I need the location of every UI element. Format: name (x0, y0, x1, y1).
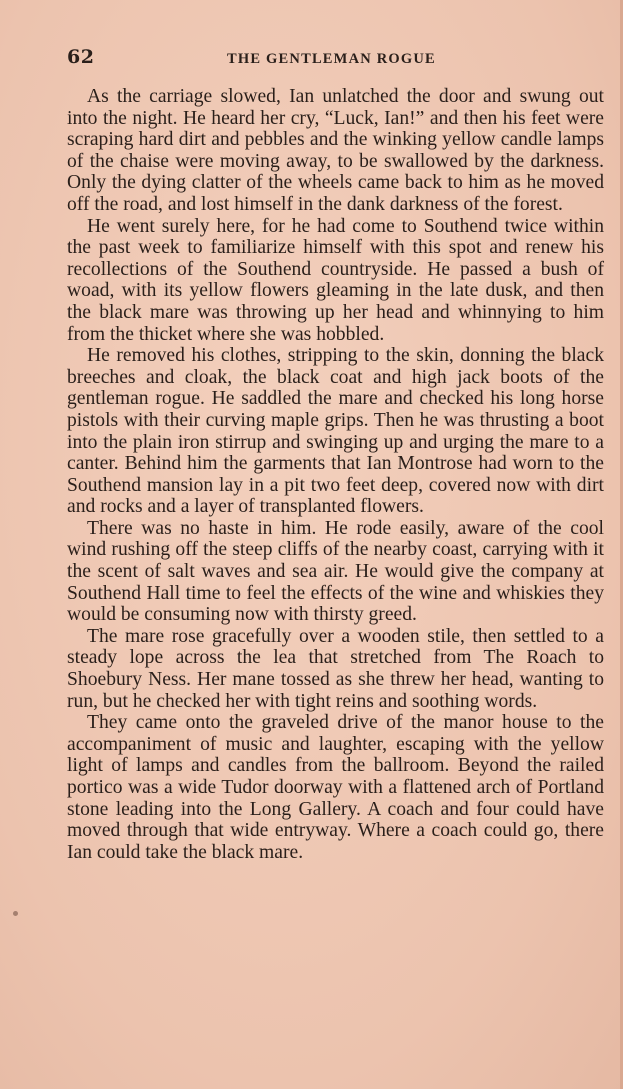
paragraph-6: They came onto the graveled drive of the manor house to the accompaniment of music and laughter, escaping with the yellow light of lamps and candles from the ballroom. Beyond the railed portico was a wide Tudor doorway with a flattened arch of Portland stone leading into the Long Gallery. A coach and four could have moved through that wide entryway. Where a coach could go, there Ian could take the black mare. (67, 712, 604, 863)
paragraph-5: The mare rose gracefully over a wooden stile, then settled to a steady lope across the lea that stretched from The Roach to Shoebury Ness. Her mane tossed as she threw her head, wanting to run, but he checked her with tight reins and soothing words. (67, 625, 604, 712)
paragraph-4: There was no haste in him. He rode easily, aware of the cool wind rushing off the steep cliffs of the nearby coast, carrying with it the scent of salt waves and sea air. He would give the company at Southend Hall time to feel the effects of the wine and whiskies they would be consuming now with thirsty greed. (67, 517, 604, 626)
paragraph-2: He went surely here, for he had come to Southend twice within the past week to familiarize himself with this spot and renew his recollections of the Southend countryside. He passed a bush of woad, with its yellow flowers gleaming in the late dusk, and then the black mare was throwing up her head and whinnying to him from the thicket where she was hobbled. (67, 215, 604, 345)
margin-speck (13, 911, 18, 916)
running-title: THE GENTLEMAN ROGUE (227, 51, 436, 67)
paragraph-1: As the carriage slowed, Ian unlatched the door and swung out into the night. He heard her cry, “Luck, Ian!” and then his feet were scraping hard dirt and pebbles and the winking yellow candle lamps of the chaise were moving away, to be swallowed by the darkness. Only the dying clatter of the wheels came back to him as he moved off the road, and lost himself in the dank darkness of the forest. (67, 86, 604, 215)
running-head (67, 46, 602, 72)
paragraph-3: He removed his clothes, stripping to the skin, donning the black breeches and cloak, the black coat and high jack boots of the gentleman rogue. He saddled the mare and checked his long horse pistols with their curving maple grips. Then he was thrusting a boot into the plain iron stirrup and swinging up and urging the mare to a canter. Behind him the garments that Ian Montrose had worn to the Southend mansion lay in a pit two feet deep, covered now with dirt and rocks and a layer of transplanted flowers. (67, 345, 604, 518)
body-text (67, 86, 604, 863)
page-number: 62 (67, 46, 95, 68)
